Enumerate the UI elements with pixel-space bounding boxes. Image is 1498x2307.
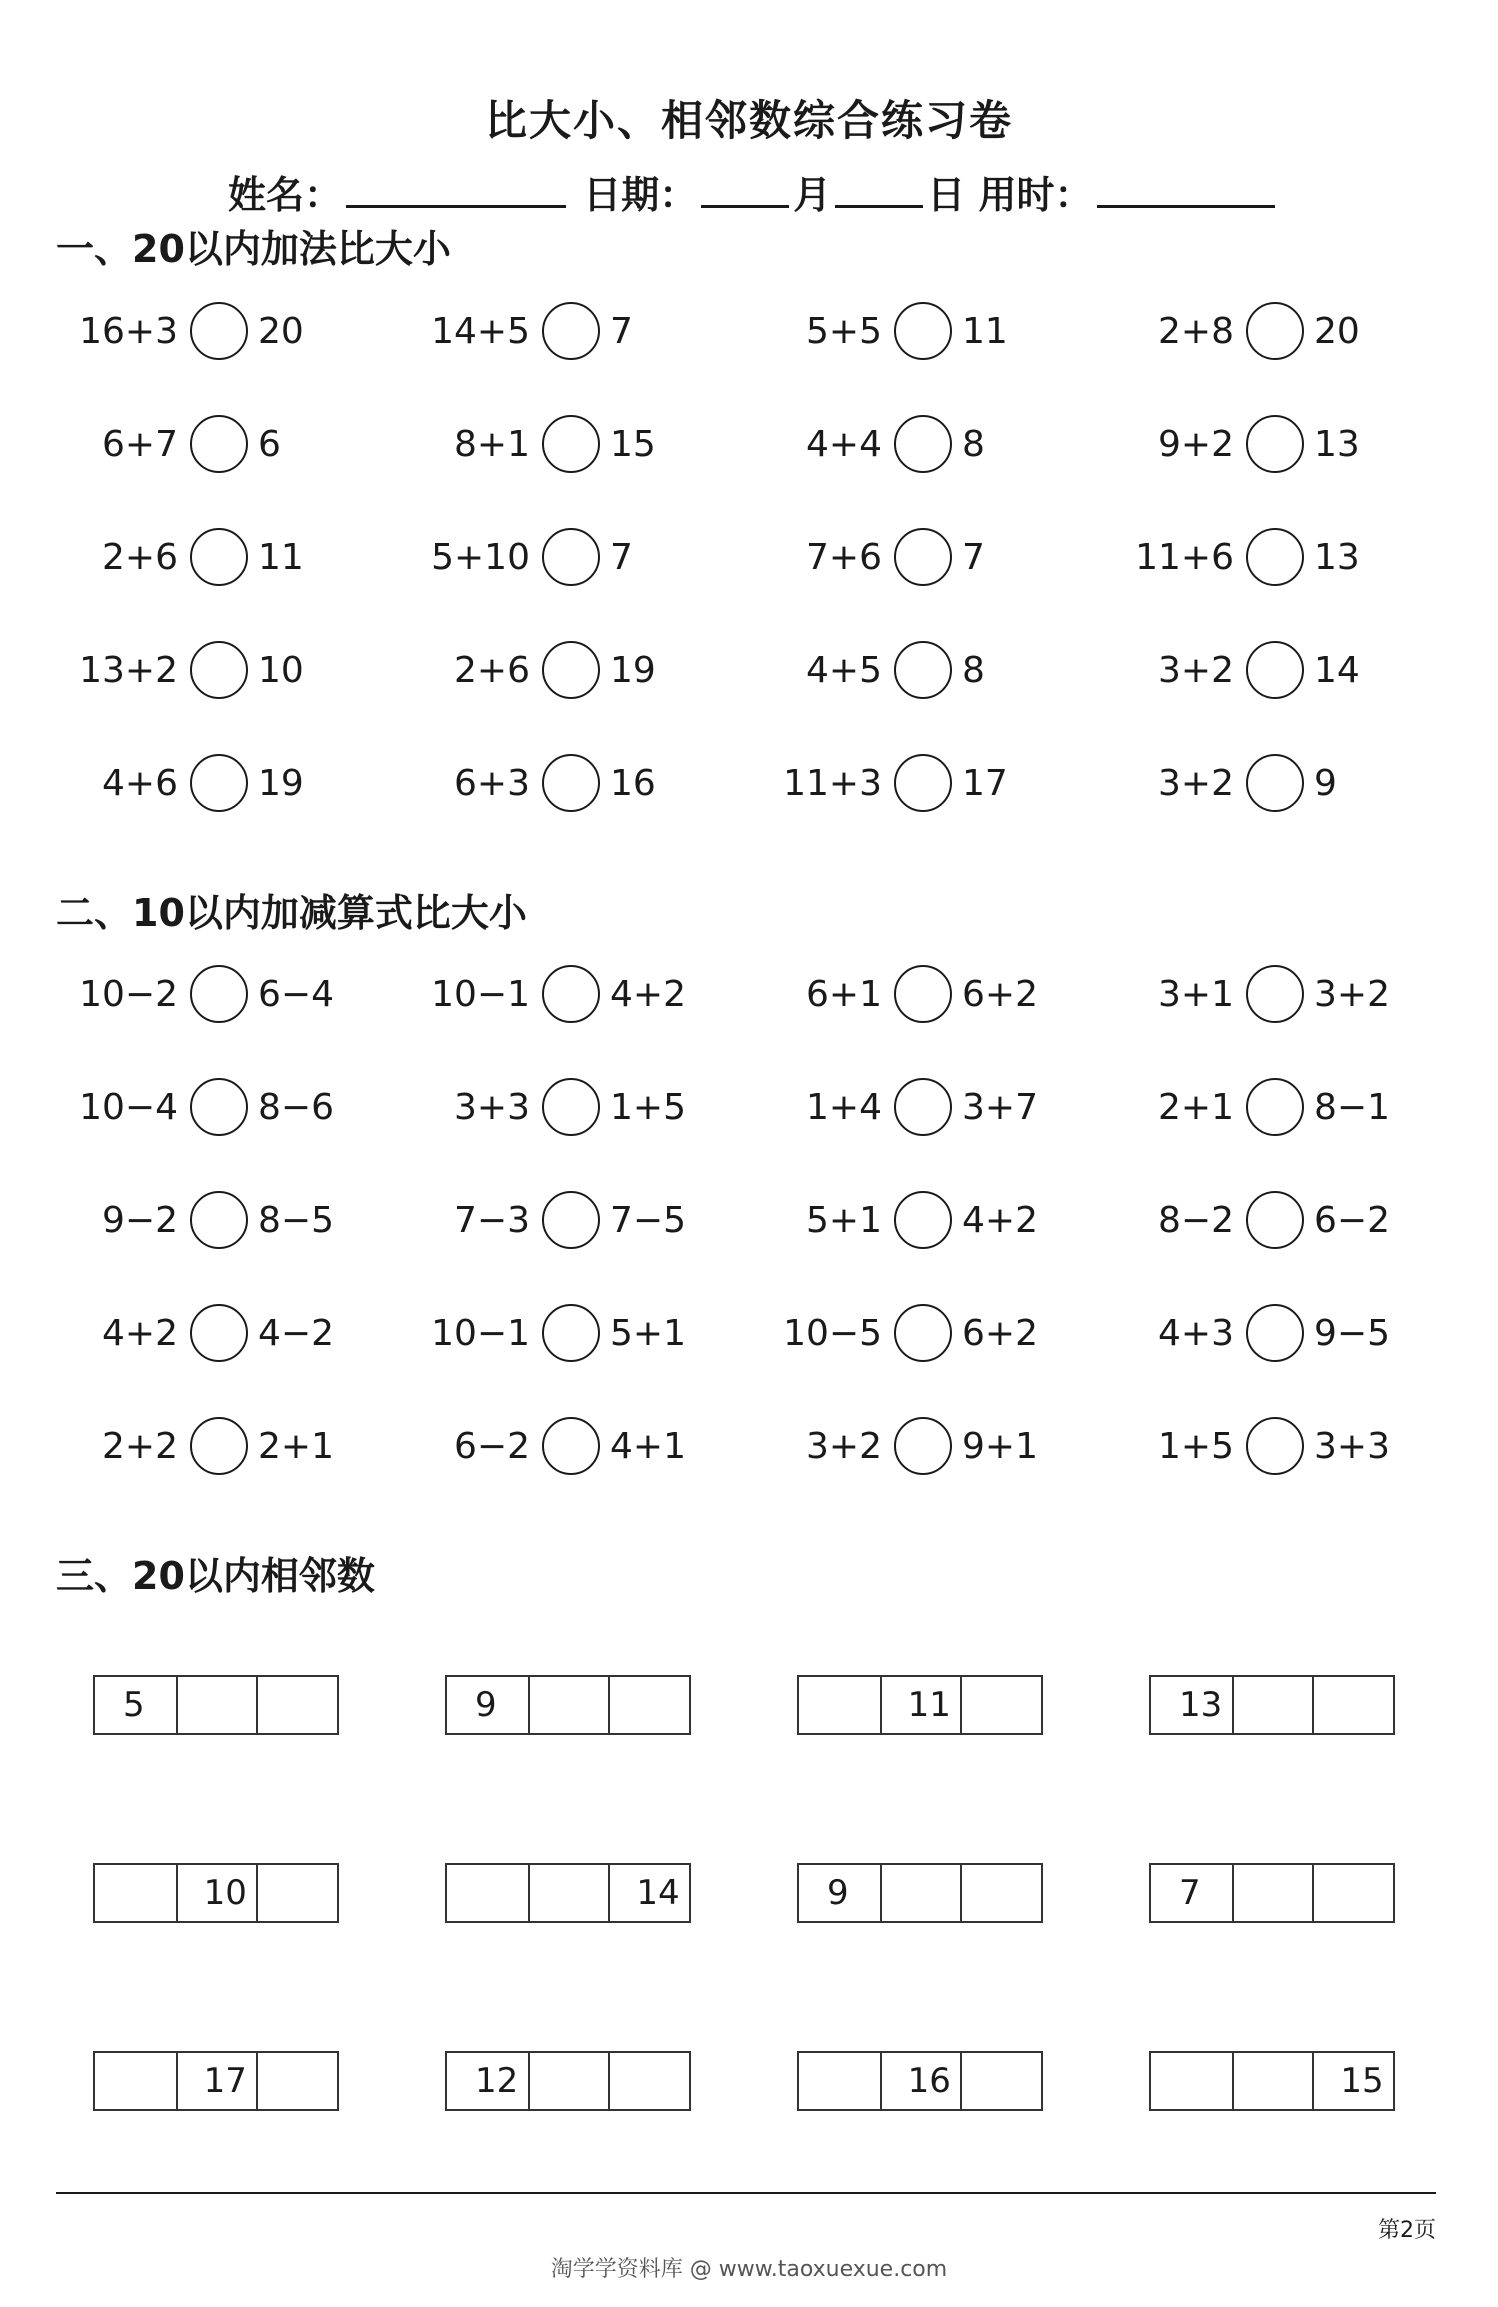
neighbor-box-group <box>797 1863 1043 1923</box>
neighbor-cell[interactable] <box>799 1677 880 1733</box>
right-expression: 3+7 <box>962 1087 1038 1128</box>
answer-circle[interactable] <box>1246 1304 1304 1362</box>
answer-circle[interactable] <box>542 1417 600 1475</box>
right-expression: 9+1 <box>962 1426 1038 1467</box>
footer-divider <box>56 2192 1436 2194</box>
left-expression: 10−4 <box>79 1087 178 1128</box>
left-expression: 14+5 <box>431 311 530 352</box>
neighbor-cell[interactable] <box>1232 1677 1313 1733</box>
neighbor-cell: 15 <box>1312 2053 1393 2109</box>
section-1-heading: 一、20以内加法比大小 <box>56 227 451 271</box>
neighbor-cell: 7 <box>1179 1873 1201 1913</box>
left-expression: 1+4 <box>806 1087 882 1128</box>
right-expression: 9 <box>1314 763 1337 804</box>
neighbor-cell[interactable] <box>528 1865 609 1921</box>
neighbor-cell: 17 <box>176 2053 257 2109</box>
left-expression: 3+2 <box>806 1426 882 1467</box>
right-expression: 9−5 <box>1314 1313 1390 1354</box>
neighbor-cell: 9 <box>475 1685 497 1725</box>
month-blank[interactable] <box>701 165 789 208</box>
left-expression: 11+3 <box>783 763 882 804</box>
left-expression: 10−5 <box>783 1313 882 1354</box>
right-expression: 2+1 <box>258 1426 334 1467</box>
answer-circle[interactable] <box>542 1078 600 1136</box>
right-expression: 10 <box>258 650 304 691</box>
right-expression: 14 <box>1314 650 1360 691</box>
neighbor-cell[interactable] <box>95 1865 176 1921</box>
watermark: 淘学学资料库 @ www.taoxuexue.com <box>550 2257 948 2282</box>
left-expression: 16+3 <box>79 311 178 352</box>
answer-circle[interactable] <box>894 528 952 586</box>
right-expression: 4+1 <box>610 1426 686 1467</box>
neighbor-cell[interactable] <box>256 1677 337 1733</box>
right-expression: 11 <box>258 537 304 578</box>
neighbor-box-group <box>445 1675 691 1735</box>
neighbor-box-group <box>445 2051 691 2111</box>
comparison-row <box>0 528 1498 641</box>
name-label: 姓名： <box>228 173 343 217</box>
answer-circle[interactable] <box>894 1191 952 1249</box>
left-expression: 7−3 <box>454 1200 530 1241</box>
neighbor-cell[interactable] <box>880 1865 961 1921</box>
answer-circle[interactable] <box>190 1304 248 1362</box>
neighbor-cell: 11 <box>880 1677 961 1733</box>
neighbor-cell[interactable] <box>1232 1865 1313 1921</box>
neighbor-cell[interactable] <box>176 1677 257 1733</box>
right-expression: 8−6 <box>258 1087 334 1128</box>
neighbor-cell[interactable] <box>95 2053 176 2109</box>
answer-circle[interactable] <box>190 528 248 586</box>
comparison-row <box>0 754 1498 867</box>
answer-circle[interactable] <box>1246 641 1304 699</box>
comparison-row <box>0 1191 1498 1304</box>
page-title: 比大小、相邻数综合练习卷 <box>484 96 1013 145</box>
answer-circle[interactable] <box>542 754 600 812</box>
left-expression: 4+5 <box>806 650 882 691</box>
right-expression: 6−4 <box>258 974 334 1015</box>
right-expression: 15 <box>610 424 656 465</box>
neighbor-cell[interactable] <box>608 2053 689 2109</box>
neighbor-box-group <box>1149 1863 1395 1923</box>
neighbor-cell[interactable] <box>960 1865 1041 1921</box>
answer-circle[interactable] <box>542 415 600 473</box>
left-expression: 1+5 <box>1158 1426 1234 1467</box>
right-expression: 3+2 <box>1314 974 1390 1015</box>
right-expression: 6+2 <box>962 974 1038 1015</box>
page-number: 第2页 <box>1378 2218 1436 2243</box>
answer-circle[interactable] <box>1246 528 1304 586</box>
right-expression: 16 <box>610 763 656 804</box>
right-expression: 13 <box>1314 424 1360 465</box>
neighbor-cell[interactable] <box>799 2053 880 2109</box>
left-expression: 6+3 <box>454 763 530 804</box>
neighbor-box-group <box>1149 2051 1395 2111</box>
neighbor-cell[interactable] <box>1232 2053 1313 2109</box>
left-expression: 4+3 <box>1158 1313 1234 1354</box>
left-expression: 8+1 <box>454 424 530 465</box>
left-expression: 6+7 <box>102 424 178 465</box>
left-expression: 2+6 <box>102 537 178 578</box>
comparison-row <box>0 641 1498 754</box>
neighbor-box-group <box>797 2051 1043 2111</box>
left-expression: 6−2 <box>454 1426 530 1467</box>
neighbor-box-group <box>797 1675 1043 1735</box>
left-expression: 4+2 <box>102 1313 178 1354</box>
day-label: 日 <box>927 173 966 217</box>
left-expression: 9−2 <box>102 1200 178 1241</box>
left-expression: 6+1 <box>806 974 882 1015</box>
left-expression: 10−1 <box>431 974 530 1015</box>
left-expression: 9+2 <box>1158 424 1234 465</box>
right-expression: 17 <box>962 763 1008 804</box>
answer-circle[interactable] <box>894 415 952 473</box>
comparison-row <box>0 1304 1498 1417</box>
answer-circle[interactable] <box>542 965 600 1023</box>
right-expression: 7 <box>610 537 633 578</box>
answer-circle[interactable] <box>190 1191 248 1249</box>
answer-circle[interactable] <box>542 1191 600 1249</box>
day-blank[interactable] <box>835 165 923 208</box>
neighbor-cell: 12 <box>475 2061 519 2101</box>
answer-circle[interactable] <box>190 415 248 473</box>
left-expression: 5+5 <box>806 311 882 352</box>
neighbor-cell[interactable] <box>608 1677 689 1733</box>
neighbor-box-group <box>445 1863 691 1923</box>
right-expression: 6 <box>258 424 281 465</box>
neighbor-cell[interactable] <box>960 1677 1041 1733</box>
section-1-grid <box>0 302 1498 867</box>
answer-circle[interactable] <box>894 1304 952 1362</box>
answer-circle[interactable] <box>894 302 952 360</box>
answer-circle[interactable] <box>190 302 248 360</box>
right-expression: 7−5 <box>610 1200 686 1241</box>
answer-circle[interactable] <box>190 641 248 699</box>
left-expression: 11+6 <box>1135 537 1234 578</box>
neighbor-cell: 10 <box>176 1865 257 1921</box>
comparison-row <box>0 1417 1498 1530</box>
neighbor-box-group <box>93 1863 339 1923</box>
neighbor-cell[interactable] <box>1312 1677 1393 1733</box>
answer-circle[interactable] <box>190 965 248 1023</box>
left-expression: 3+1 <box>1158 974 1234 1015</box>
left-expression: 3+3 <box>454 1087 530 1128</box>
left-expression: 2+6 <box>454 650 530 691</box>
answer-circle[interactable] <box>542 1304 600 1362</box>
left-expression: 8−2 <box>1158 1200 1234 1241</box>
neighbor-box-group <box>93 2051 339 2111</box>
left-expression: 10−1 <box>431 1313 530 1354</box>
left-expression: 7+6 <box>806 537 882 578</box>
neighbor-box-group <box>93 1675 339 1735</box>
left-expression: 3+2 <box>1158 763 1234 804</box>
right-expression: 20 <box>258 311 304 352</box>
right-expression: 8−1 <box>1314 1087 1390 1128</box>
comparison-row <box>0 1078 1498 1191</box>
neighbor-cell: 13 <box>1179 1685 1223 1725</box>
right-expression: 20 <box>1314 311 1360 352</box>
comparison-row <box>0 415 1498 528</box>
time-label: 用时： <box>978 173 1093 217</box>
right-expression: 7 <box>962 537 985 578</box>
left-expression: 3+2 <box>1158 650 1234 691</box>
right-expression: 8 <box>962 424 985 465</box>
section-2-heading: 二、10以内加减算式比大小 <box>56 891 527 935</box>
right-expression: 19 <box>610 650 656 691</box>
neighbor-cell[interactable] <box>528 2053 609 2109</box>
answer-circle[interactable] <box>1246 1191 1304 1249</box>
right-expression: 6−2 <box>1314 1200 1390 1241</box>
left-expression: 2+1 <box>1158 1087 1234 1128</box>
comparison-row <box>0 965 1498 1078</box>
student-info-line <box>228 165 1279 220</box>
neighbor-cell[interactable] <box>447 1865 528 1921</box>
answer-circle[interactable] <box>1246 1078 1304 1136</box>
right-expression: 19 <box>258 763 304 804</box>
answer-circle[interactable] <box>190 1417 248 1475</box>
answer-circle[interactable] <box>894 965 952 1023</box>
section-2-grid <box>0 965 1498 1530</box>
neighbor-cell[interactable] <box>1312 1865 1393 1921</box>
right-expression: 7 <box>610 311 633 352</box>
neighbor-box-group <box>1149 1675 1395 1735</box>
neighbor-cell: 14 <box>608 1865 689 1921</box>
answer-circle[interactable] <box>190 1078 248 1136</box>
answer-circle[interactable] <box>1246 965 1304 1023</box>
right-expression: 13 <box>1314 537 1360 578</box>
date-label: 日期： <box>583 173 698 217</box>
left-expression: 4+6 <box>102 763 178 804</box>
neighbor-cell[interactable] <box>1151 2053 1232 2109</box>
left-expression: 2+8 <box>1158 311 1234 352</box>
neighbor-cell[interactable] <box>528 1677 609 1733</box>
neighbor-cell[interactable] <box>960 2053 1041 2109</box>
answer-circle[interactable] <box>894 1417 952 1475</box>
left-expression: 5+1 <box>806 1200 882 1241</box>
left-expression: 5+10 <box>431 537 530 578</box>
right-expression: 6+2 <box>962 1313 1038 1354</box>
answer-circle[interactable] <box>542 302 600 360</box>
right-expression: 4+2 <box>962 1200 1038 1241</box>
neighbor-cell: 5 <box>123 1685 145 1725</box>
right-expression: 8 <box>962 650 985 691</box>
answer-circle[interactable] <box>1246 754 1304 812</box>
answer-circle[interactable] <box>542 641 600 699</box>
left-expression: 13+2 <box>79 650 178 691</box>
neighbor-cell[interactable] <box>256 2053 337 2109</box>
section-3-heading: 三、20以内相邻数 <box>56 1554 375 1598</box>
right-expression: 8−5 <box>258 1200 334 1241</box>
name-blank[interactable] <box>346 165 566 208</box>
answer-circle[interactable] <box>190 754 248 812</box>
right-expression: 4−2 <box>258 1313 334 1354</box>
month-label: 月 <box>793 173 832 217</box>
right-expression: 5+1 <box>610 1313 686 1354</box>
right-expression: 1+5 <box>610 1087 686 1128</box>
neighbor-cell: 16 <box>880 2053 961 2109</box>
left-expression: 4+4 <box>806 424 882 465</box>
answer-circle[interactable] <box>1246 415 1304 473</box>
comparison-row <box>0 302 1498 415</box>
answer-circle[interactable] <box>894 1078 952 1136</box>
right-expression: 4+2 <box>610 974 686 1015</box>
right-expression: 3+3 <box>1314 1426 1390 1467</box>
answer-circle[interactable] <box>1246 1417 1304 1475</box>
left-expression: 2+2 <box>102 1426 178 1467</box>
neighbor-cell[interactable] <box>256 1865 337 1921</box>
answer-circle[interactable] <box>894 754 952 812</box>
answer-circle[interactable] <box>542 528 600 586</box>
neighbor-cell: 9 <box>827 1873 849 1913</box>
right-expression: 11 <box>962 311 1008 352</box>
time-blank[interactable] <box>1097 165 1275 208</box>
answer-circle[interactable] <box>1246 302 1304 360</box>
left-expression: 10−2 <box>79 974 178 1015</box>
answer-circle[interactable] <box>894 641 952 699</box>
